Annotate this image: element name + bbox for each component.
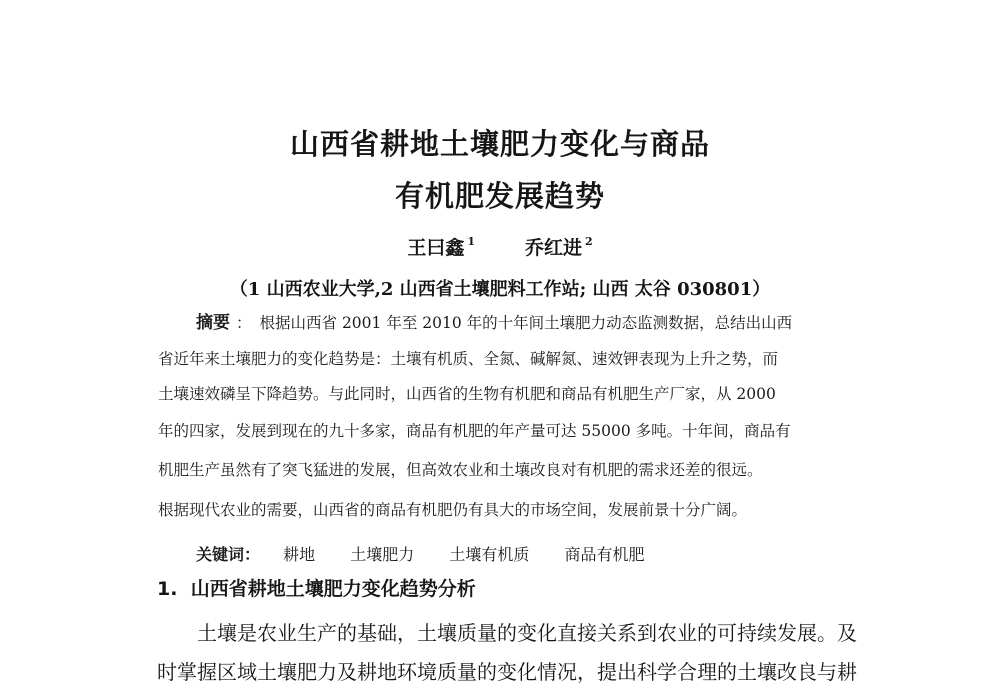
author-name: 乔红进 (525, 237, 583, 259)
author-affil-mark: 2 (585, 235, 593, 248)
section-title: 山西省耕地土壤肥力变化趋势分析 (190, 578, 476, 600)
keywords-label: 关键词： (196, 545, 261, 564)
abstract-separator: ： (236, 314, 252, 332)
affiliation: （1 山西农业大学,2 山西省土壤肥料工作站; 山西 太谷 030801） (229, 279, 771, 300)
keyword: 土壤有机质 (449, 545, 530, 564)
section-number: 1. (157, 578, 178, 600)
keyword: 耕地 (283, 545, 316, 564)
abstract-line: 机肥生产虽然有了突飞猛进的发展，但高效农业和土壤改良对有机肥的需求还差的很远。 (158, 461, 763, 479)
abstract-line: 年的四家，发展到现在的九十多家，商品有机肥的年产量可达 55000 多吨。十年间，商品有 (158, 422, 791, 440)
keyword: 土壤肥力 (350, 545, 415, 564)
body-line: 时掌握区域土壤肥力及耕地环境质量的变化情况，提出科学合理的土壤改良与耕 (157, 660, 857, 684)
author-list (0, 233, 1000, 260)
paper-title-line-2: 有机肥发展趋势 (394, 179, 605, 213)
keyword: 商品有机肥 (564, 545, 645, 564)
abstract-line: 土壤速效磷呈下降趋势。与此同时，山西省的生物有机肥和商品有机肥生产厂家，从 2000 (158, 385, 776, 403)
abstract-label: 摘要 (196, 313, 230, 333)
abstract-line: 省近年来土壤肥力的变化趋势是：土壤有机质、全氮、碱解氮、速效钾表现为上升之势，而 (158, 350, 779, 368)
section-heading (157, 574, 476, 601)
author-affil-mark: 1 (467, 235, 475, 248)
abstract-line: 根据现代农业的需要，山西省的商品有机肥仍有具大的市场空间，发展前景十分广阔。 (158, 501, 748, 519)
abstract-line (196, 313, 850, 333)
author-1 (407, 233, 475, 260)
keywords (196, 542, 674, 565)
author-2 (525, 233, 593, 260)
paper-title-line-1: 山西省耕地土壤肥力变化与商品 (289, 127, 710, 161)
abstract-text: 根据山西省 2001 年至 2010 年的十年间土壤肥力动态监测数据，总结出山西 (259, 314, 793, 332)
author-name: 王曰鑫 (407, 237, 465, 259)
body-line: 土壤是农业生产的基础，土壤质量的变化直接关系到农业的可持续发展。及 (197, 621, 857, 645)
